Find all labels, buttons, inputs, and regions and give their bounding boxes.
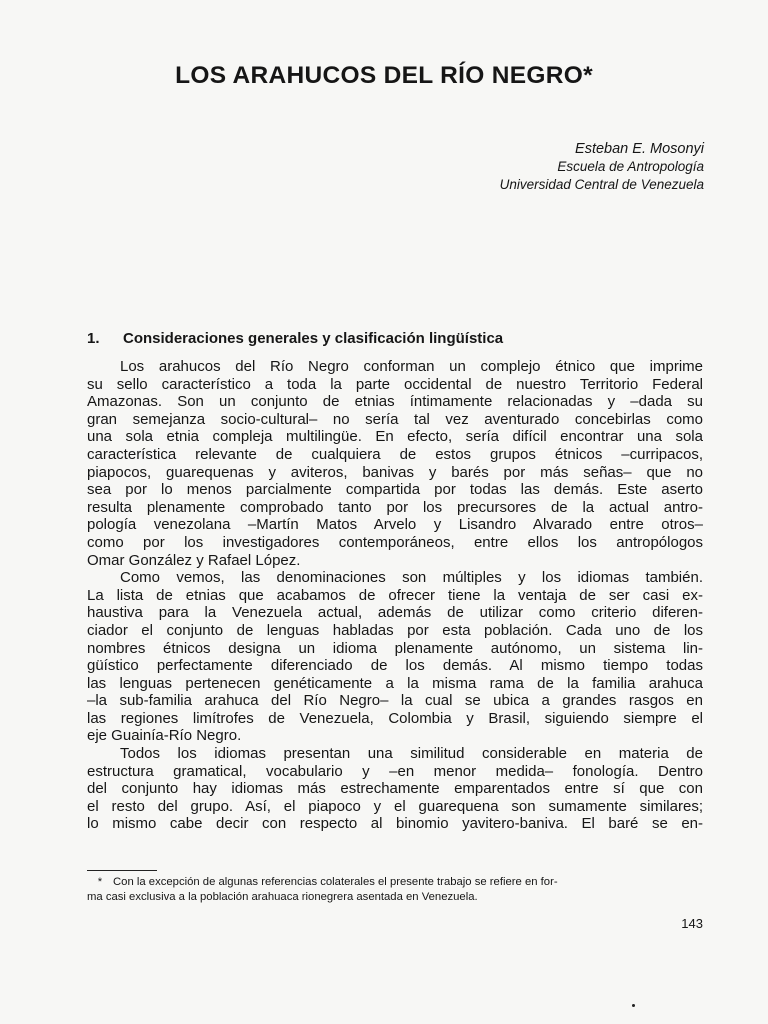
text-line: sea por lo menos parcialmente compartida por todas las demás. Este aserto: [87, 481, 703, 499]
footnote-text: Con la excepción de algunas referencias colaterales el presente trabajo se refiere en for-: [113, 876, 558, 888]
text-line: el resto del grupo. Así, el piapoco y el guarequena son sumamente similares;: [87, 797, 703, 815]
text-line: estructura gramatical, vocabulario y –en menor medida– fonología. Dentro: [87, 762, 703, 780]
text-line: característica relevante de cualquiera de estos grupos étnicos –curripacos,: [87, 445, 703, 463]
text-line: las regiones limítrofes de Venezuela, Colombia y Brasil, siguiendo siempre el: [87, 709, 703, 727]
text-line: Omar González y Rafael López.: [87, 551, 301, 569]
footnote-line: ma casi exclusiva a la población arahuaca rionegrera asentada en Venezuela.: [87, 891, 478, 903]
footnote-mark: *: [97, 876, 103, 888]
text-line: La lista de etnias que acabamos de ofrecer tiene la ventaja de ser casi ex-: [87, 586, 703, 604]
section-number: 1.: [87, 330, 100, 347]
section-heading: [87, 330, 503, 347]
text-line: como por los investigadores contemporáneos, entre ellos los antropólogos: [87, 533, 703, 551]
text-line: güístico perfectamente diferenciado de los demás. Al mismo tiempo todas: [87, 657, 703, 675]
author-block: [500, 140, 704, 194]
text-line: piapocos, guarequenas y aviteros, banivas y barés por más señas– que no: [87, 463, 703, 481]
text-line: resulta plenamente comprobado tanto por los precursores de la actual antro-: [87, 498, 703, 516]
footnote: [87, 875, 703, 905]
author-university: Universidad Central de Venezuela: [499, 177, 704, 192]
footnote-line: [87, 875, 703, 890]
text-line: haustiva para la Venezuela actual, además de utilizar como criterio diferen-: [87, 604, 703, 622]
text-line: ciador el conjunto de lenguas habladas por esta población. Cada uno de los: [87, 621, 703, 639]
text-line: las lenguas pertenecen genéticamente a la misma rama de la familia arahuca: [87, 674, 703, 692]
scan-speck: [632, 1004, 635, 1007]
text-line: su sello característico a toda la parte occidental de nuestro Territorio Federal: [87, 375, 703, 393]
text-line: Todos los idiomas presentan una similitud considerable en materia de: [120, 745, 703, 763]
text-line: pología venezolana –Martín Matos Arvelo y Lisandro Alvarado entre otros–: [87, 516, 703, 534]
text-line: eje Guainía-Río Negro.: [87, 727, 242, 745]
author-school: Escuela de Antropología: [557, 159, 704, 174]
footnote-divider: [87, 870, 157, 871]
text-line: del conjunto hay idiomas más estrechamente emparentados entre sí que con: [87, 780, 703, 798]
text-line: una sola etnia compleja multilingüe. En efecto, sería difícil encontrar una sola: [87, 428, 703, 446]
text-line: Amazonas. Son un conjunto de etnias íntimamente relacionadas y –dada su: [87, 393, 703, 411]
page-number: 143: [681, 916, 703, 931]
text-line: –la sub-familia arahuca del Río Negro– la cual se ubica a grandes rasgos en: [87, 692, 703, 710]
section-title: Consideraciones generales y clasificación lingüística: [123, 330, 504, 347]
text-line: nombres étnicos designa un idioma plenamente autónomo, un sistema lin-: [87, 639, 703, 657]
text-line: gran semejanza socio-cultural– no sería tal vez aventurado concebirlas como: [87, 410, 703, 428]
article-title: LOS ARAHUCOS DEL RÍO NEGRO*: [175, 62, 593, 89]
text-line: Los arahucos del Río Negro conforman un complejo étnico que imprime: [120, 358, 703, 375]
body-text: [87, 358, 703, 833]
author-name: Esteban E. Mosonyi: [575, 141, 704, 157]
text-line: lo mismo cabe decir con respecto al binomio yavitero-baniva. El baré se en-: [87, 815, 703, 833]
text-line: Como vemos, las denominaciones son múltiples y los idiomas también.: [120, 569, 703, 587]
